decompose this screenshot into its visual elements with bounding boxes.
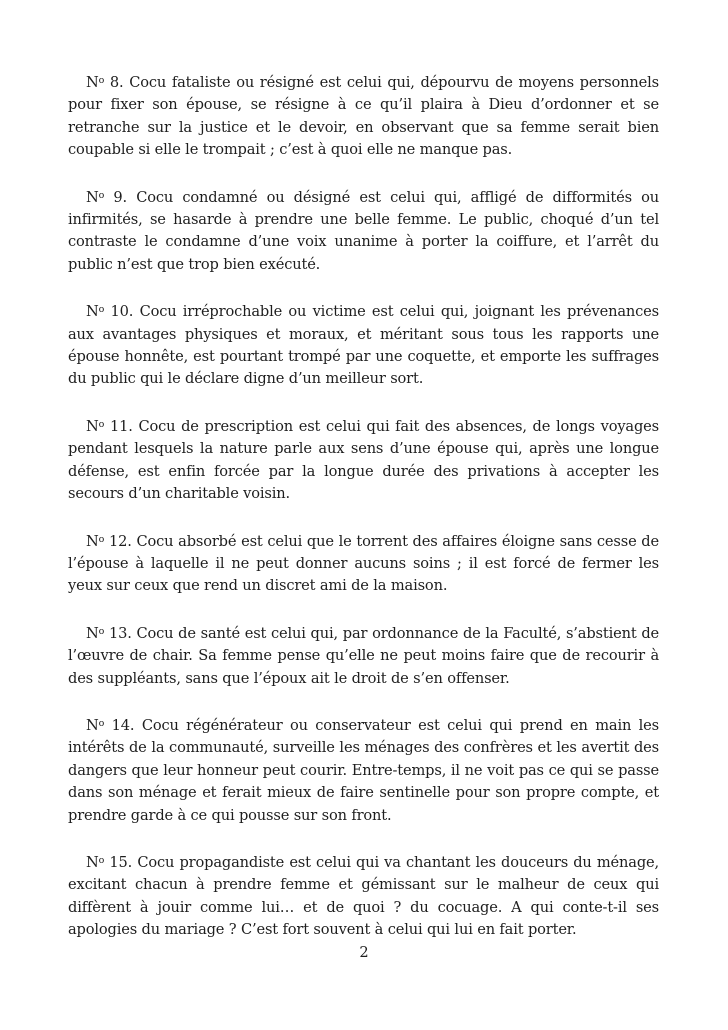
entry-text: Cocu propagandiste est celui qui va chantant les douceurs du ménage, excitant chacun à prendre femme et gémissant sur le malheur de ceux qui diffèrent à jouir comme lui… et de quoi ? du cocuage. A qui conte-t-il ses apologies du mariage ? C’est fort souvent à celui qui lui en fait porter.: [68, 853, 659, 939]
entry-text: Cocu absorbé est celui que le torrent des affaires éloigne sans cesse de l’épouse à laquelle il ne peut donner aucuns soins ; il est forcé de fermer les yeux sur ceux que rend un discret ami de la maison.: [68, 532, 659, 595]
entry-12: [68, 529, 659, 598]
page-content: [68, 70, 659, 965]
page-number: 2: [359, 944, 369, 961]
entry-number: $N^o$ 9.: [86, 188, 128, 206]
entry-text: Cocu de prescription est celui qui fait des absences, de longs voyages pendant lesquels la nature parle aux sens d’une épouse qui, après une longue défense, est enfin forcée par la longue durée des privations à accepter les secours d’un charitable voisin.: [68, 417, 659, 503]
entry-text: Cocu irréprochable ou victime est celui qui, joignant les prévenances aux avantages physiques et moraux, et méritant sous tous les rapports une épouse honnête, est pourtant trompé par une coquette, et emporte les suffrages du public qui le déclare digne d’un meilleur sort.: [68, 303, 659, 388]
entry-number: $N^o$ 12.: [86, 532, 132, 550]
entry-number: $N^o$ 8.: [86, 74, 124, 91]
entry-9: [68, 185, 659, 277]
entry-15: [68, 850, 659, 942]
entry-number: $N^o$ 10.: [86, 303, 134, 321]
entry-13: [68, 621, 659, 690]
entry-number: $N^o$ 14.: [86, 716, 135, 734]
entry-text: Cocu condamné ou désigné est celui qui, affligé de difformités ou infirmités, se hasarde à prendre une belle femme. Le public, choqué d’un tel contraste le condamne d’une voix unanime à porter la coiffure, et l’arrêt du public n’est que trop bien exécuté.: [68, 188, 659, 273]
entry-number: $N^o$ 11.: [86, 417, 133, 435]
entry-8: [68, 70, 659, 162]
entry-text: Cocu de santé est celui qui, par ordonnance de la Faculté, s’abstient de l’œuvre de chair. Sa femme pense qu’elle ne peut moins faire que de recourir à des suppléants, sans que l’époux ait le droit de s’en offenser.: [68, 624, 659, 687]
entry-number: $N^o$ 15.: [86, 853, 133, 871]
entry-number: $N^o$ 13.: [86, 624, 132, 642]
entry-14: [68, 713, 659, 827]
entry-text: Cocu fataliste ou résigné est celui qui, dépourvu de moyens personnels pour fixer son épouse, se résigne à ce qu’il plaira à Dieu d’ordonner et se retranche sur la justice et le devoir, en observant que sa femme serait bien coupable si elle le trompait ; c’est à quoi elle ne manque pas.: [68, 74, 659, 159]
entry-11: [68, 414, 659, 506]
entry-10: [68, 299, 659, 391]
entry-text: Cocu régénérateur ou conservateur est celui qui prend en main les intérêts de la communauté, surveille les ménages des confrères et les avertit des dangers que leur honneur peut courir. Entre-temps, il ne voit pas ce qui se passe dans son ménage et ferait mieux de faire sentinelle pour son propre compte, et prendre garde à ce qui pousse sur son front.: [68, 716, 659, 824]
